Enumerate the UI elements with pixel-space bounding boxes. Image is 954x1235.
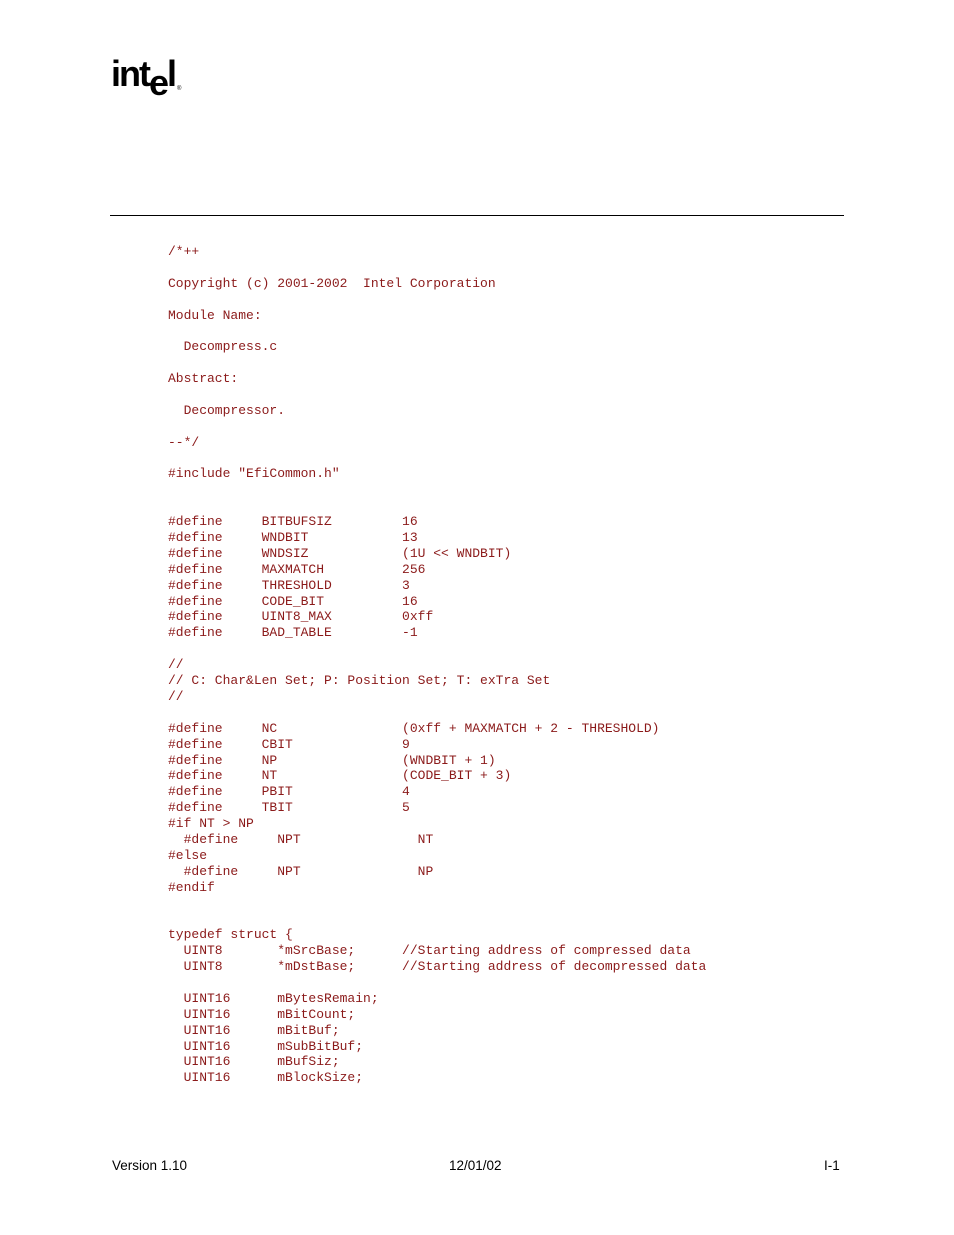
code-line: UINT16 mSubBitBuf;	[168, 1038, 364, 1054]
code-line: #define THRESHOLD 3	[168, 577, 410, 593]
code-line: //	[168, 657, 184, 673]
code-line: //	[168, 688, 184, 704]
code-line: Abstract:	[168, 371, 239, 387]
code-line: Decompressor.	[168, 402, 286, 418]
code-line: UINT8 *mDstBase; //Starting address of decompressed data	[168, 959, 707, 975]
code-line: #define NC (0xff + MAXMATCH + 2 - THRESHOLD)	[168, 720, 660, 736]
code-line	[168, 387, 706, 403]
logo-int: int	[111, 53, 149, 94]
code-line: #define PBIT 4	[168, 784, 410, 800]
code-line: #define WNDSIZ (1U << WNDBIT)	[168, 545, 512, 561]
code-line: #define CODE_BIT 16	[168, 593, 418, 609]
code-line: /*++	[168, 244, 200, 259]
code-line: #define CBIT 9	[168, 736, 410, 752]
code-line: #define NPT NT	[168, 831, 434, 847]
code-line	[168, 896, 706, 912]
code-line	[168, 641, 706, 657]
logo-l: l	[167, 53, 176, 94]
code-line	[168, 419, 706, 435]
code-line	[168, 482, 706, 498]
code-line: typedef struct {	[168, 927, 293, 943]
code-line	[168, 323, 706, 339]
code-line	[168, 451, 706, 467]
code-line: #if NT > NP	[168, 816, 254, 832]
code-line	[168, 355, 706, 371]
code-line	[168, 911, 706, 927]
code-line	[168, 292, 706, 308]
logo-e: e	[148, 62, 168, 103]
code-line: UINT16 mBitBuf;	[168, 1022, 340, 1038]
code-line	[168, 498, 706, 514]
code-line: UINT16 mBufSiz;	[168, 1054, 340, 1070]
header-divider	[110, 215, 844, 216]
code-line: Module Name:	[168, 307, 262, 323]
registered-mark: ®	[177, 86, 182, 92]
code-line: #define BITBUFSIZ 16	[168, 514, 418, 530]
code-line	[168, 705, 706, 721]
code-listing	[168, 244, 706, 1086]
code-line: #define NP (WNDBIT + 1)	[168, 752, 496, 768]
code-line	[168, 260, 706, 276]
code-line	[168, 975, 706, 991]
code-line: #endif	[168, 879, 215, 895]
code-line: UINT16 mBlockSize;	[168, 1070, 364, 1086]
intel-logo	[111, 53, 182, 103]
code-line: #define BAD_TABLE -1	[168, 625, 418, 641]
code-line: #define TBIT 5	[168, 800, 410, 816]
code-line: #include "EfiCommon.h"	[168, 466, 340, 482]
code-line: UINT8 *mSrcBase; //Starting address of compressed data	[168, 943, 691, 959]
code-line: UINT16 mBytesRemain;	[168, 990, 379, 1006]
code-line: Decompress.c	[168, 339, 278, 355]
footer-date: 12/01/02	[449, 1158, 502, 1173]
code-line: #define NPT NP	[168, 863, 434, 879]
footer-version: Version 1.10	[112, 1158, 188, 1173]
code-line: #define NT (CODE_BIT + 3)	[168, 768, 512, 784]
code-line: // C: Char&Len Set; P: Position Set; T: exTra Set	[168, 673, 551, 689]
code-line: #else	[168, 847, 208, 863]
code-line: --*/	[168, 434, 200, 450]
code-line: #define WNDBIT 13	[168, 530, 418, 546]
code-line: #define UINT8_MAX 0xff	[168, 609, 434, 625]
code-line: UINT16 mBitCount;	[168, 1006, 356, 1022]
code-line: Copyright (c) 2001-2002 Intel Corporation	[168, 275, 496, 291]
code-line: #define MAXMATCH 256	[168, 561, 426, 577]
footer-page-number: I-1	[824, 1158, 840, 1173]
